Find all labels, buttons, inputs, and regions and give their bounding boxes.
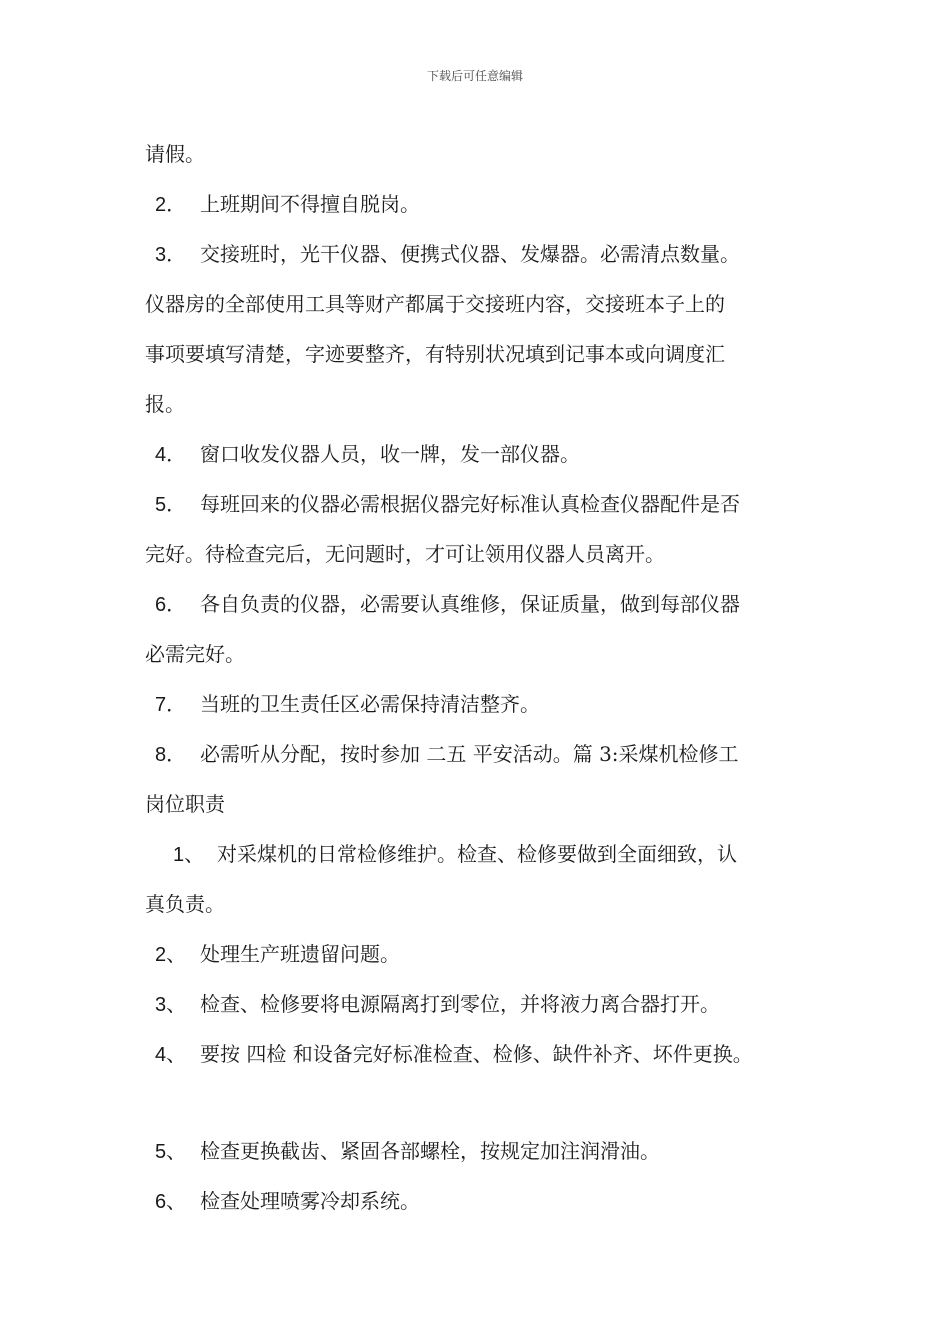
document-body <box>145 129 810 1226</box>
list-item <box>145 979 810 1029</box>
text-line <box>145 629 810 679</box>
line-text: 岗位职责 <box>145 792 225 816</box>
list-item <box>145 729 810 779</box>
list-item <box>145 579 810 629</box>
text-line <box>145 129 810 179</box>
line-text: 事项要填写清楚，字迹要整齐，有特别状况填到记事本或向调度汇 <box>145 342 725 366</box>
line-text: 必需完好。 <box>145 642 245 666</box>
text-line <box>145 329 810 379</box>
list-item <box>145 1029 810 1079</box>
item-number: 1、 <box>173 844 205 866</box>
line-text: 各自负责的仪器，必需要认真维修，保证质量，做到每部仪器 <box>200 592 740 616</box>
list-item <box>145 1126 810 1176</box>
line-text: 每班回来的仪器必需根据仪器完好标准认真检查仪器配件是否 <box>200 492 740 516</box>
item-number: 8． <box>155 744 187 766</box>
item-number: 6． <box>155 594 187 616</box>
line-text: 当班的卫生责任区必需保持清洁整齐。 <box>200 692 540 716</box>
item-number: 4． <box>155 444 187 466</box>
list-item <box>145 679 810 729</box>
line-text: 请假。 <box>145 142 205 166</box>
list-item <box>145 929 810 979</box>
text-line <box>145 529 810 579</box>
item-number: 3． <box>155 244 187 266</box>
item-number: 4、 <box>155 1044 187 1066</box>
line-text: 窗口收发仪器人员，收一牌，发一部仪器。 <box>200 442 580 466</box>
line-text: 上班期间不得擅自脱岗。 <box>200 192 420 216</box>
item-number: 6、 <box>155 1191 187 1213</box>
text-line <box>145 279 810 329</box>
line-text: 交接班时，光干仪器、便携式仪器、发爆器。必需清点数量。 <box>200 242 740 266</box>
text-line <box>145 779 810 829</box>
line-text: 完好。待检查完后，无问题时，才可让领用仪器人员离开。 <box>145 542 665 566</box>
item-number: 7． <box>155 694 187 716</box>
item-number: 5． <box>155 494 187 516</box>
list-item <box>145 429 810 479</box>
line-text: 检查处理喷雾冷却系统。 <box>200 1189 420 1213</box>
text-line <box>145 379 810 429</box>
list-item <box>145 179 810 229</box>
list-item <box>145 479 810 529</box>
item-number: 2． <box>155 194 187 216</box>
page-header: 下载后可任意编辑 <box>426 69 523 83</box>
line-text: 真负责。 <box>145 892 225 916</box>
spacer <box>145 1079 810 1126</box>
line-text: 必需听从分配，按时参加 二五 平安活动。篇 3:采煤机检修工 <box>200 742 739 766</box>
item-number: 2、 <box>155 944 187 966</box>
list-item <box>145 829 810 879</box>
line-text: 对采煤机的日常检修维护。检查、检修要做到全面细致，认 <box>217 842 737 866</box>
item-number: 5、 <box>155 1141 187 1163</box>
line-text: 仪器房的全部使用工具等财产都属于交接班内容，交接班本子上的 <box>145 292 725 316</box>
list-item <box>145 1176 810 1226</box>
line-text: 检查、检修要将电源隔离打到零位，并将液力离合器打开。 <box>200 992 720 1016</box>
list-item <box>145 229 810 279</box>
item-number: 3、 <box>155 994 187 1016</box>
line-text: 处理生产班遗留问题。 <box>200 942 400 966</box>
line-text: 报。 <box>145 392 185 416</box>
line-text: 要按 四检 和设备完好标准检查、检修、缺件补齐、坏件更换。 <box>200 1042 753 1066</box>
text-line <box>145 879 810 929</box>
line-text: 检查更换截齿、紧固各部螺栓，按规定加注润滑油。 <box>200 1139 660 1163</box>
